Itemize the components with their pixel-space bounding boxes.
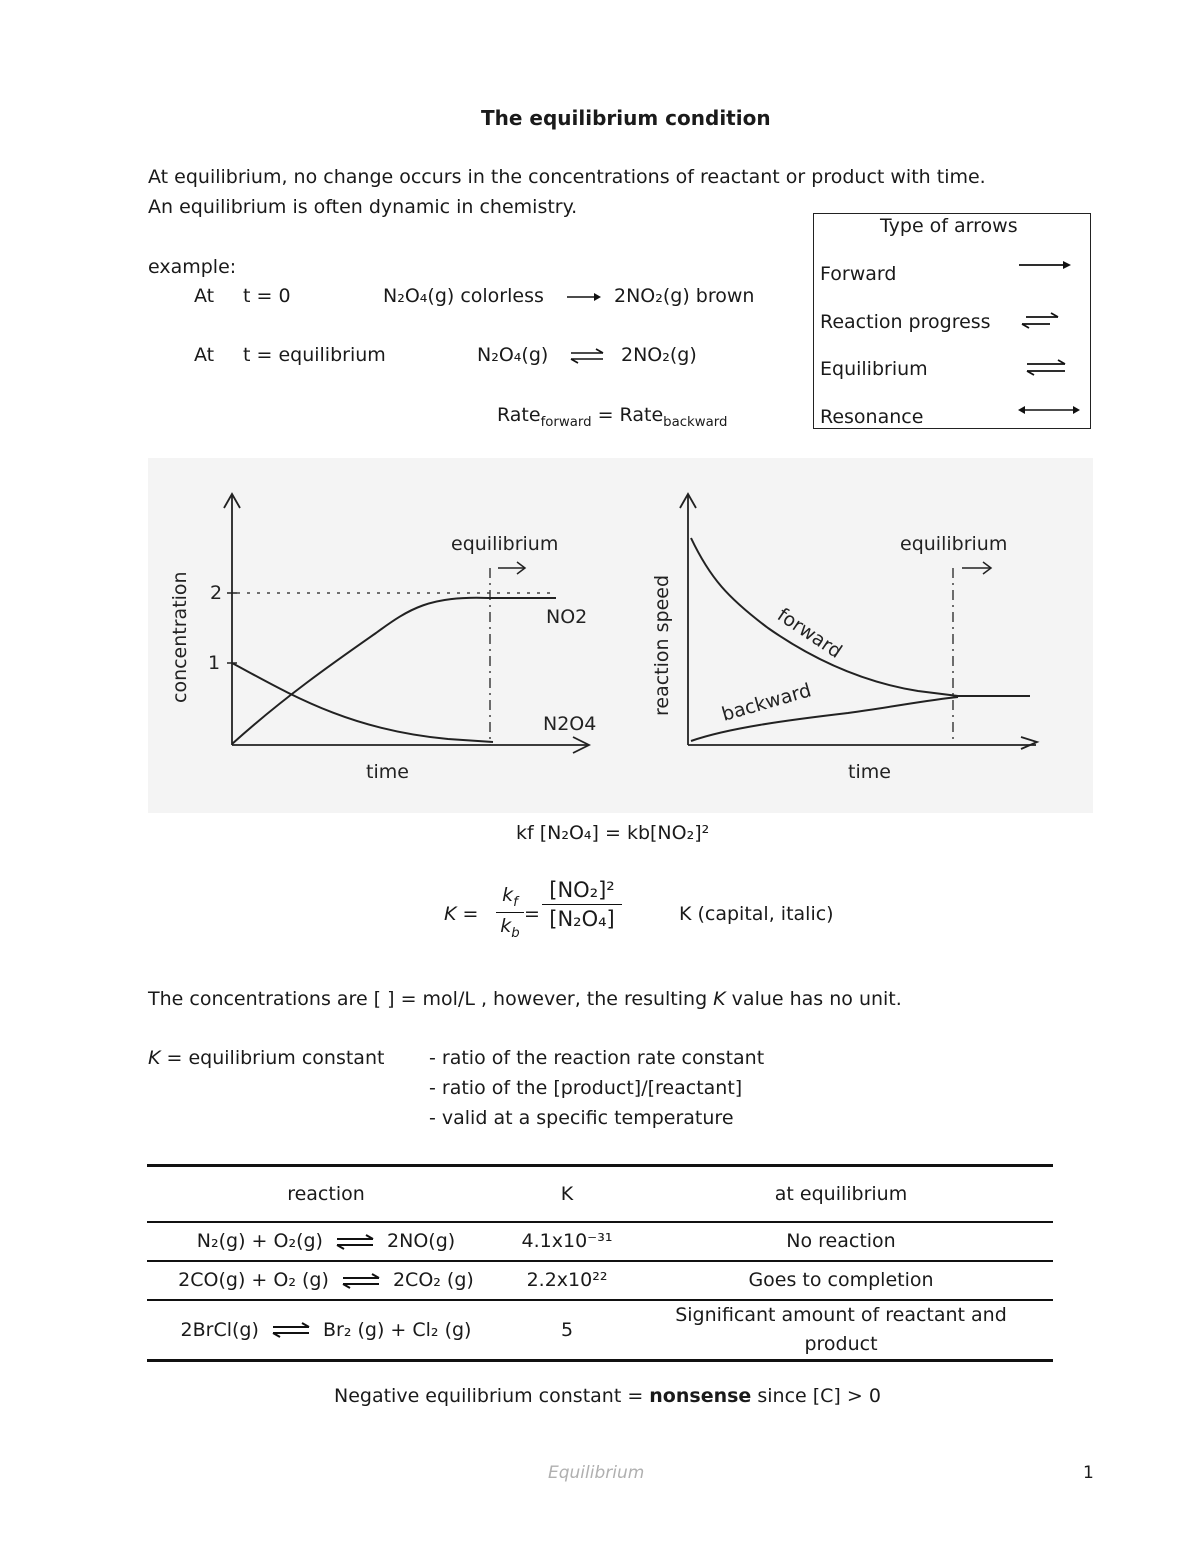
forward-arrow-icon <box>1018 258 1072 272</box>
result-cell: No reaction <box>786 1230 896 1252</box>
graphs-figure <box>148 458 1093 813</box>
kb-symbol: k <box>500 914 512 937</box>
closing-bold: nonsense <box>649 1385 752 1407</box>
reaction-speed-graph <box>651 494 1037 783</box>
table-row <box>147 1222 1053 1261</box>
forward-arrow-icon <box>566 290 602 304</box>
rate-backward-sub: backward <box>663 414 728 430</box>
left-series-n2o4-label: N2O4 <box>543 713 597 735</box>
concentration-fraction-bar <box>542 904 622 905</box>
right-y-label: reaction speed <box>651 574 673 716</box>
k-values-table <box>147 1164 1053 1362</box>
reaction-right: 2NO(g) <box>387 1230 456 1252</box>
rate-forward-sub: forward <box>540 414 592 430</box>
rate-equality <box>497 404 727 430</box>
equilibrium-arrow-icon <box>341 1273 381 1289</box>
closing-post: since [C] > 0 <box>751 1385 881 1407</box>
reaction-right: Br₂ (g) + Cl₂ (g) <box>322 1318 472 1341</box>
kf-sub: f <box>513 894 518 910</box>
right-series-backward-label: backward <box>719 679 814 726</box>
k-definition-point-2: - ratio of the [product]/[reactant] <box>429 1077 743 1099</box>
result-cell: Goes to completion <box>748 1269 934 1291</box>
left-y-label: concentration <box>169 571 191 703</box>
arrow-types-box <box>813 213 1091 429</box>
k-definition-rest: = equilibrium constant <box>160 1047 385 1069</box>
table-row <box>147 1300 1053 1361</box>
right-series-forward-label: forward <box>773 603 846 663</box>
forward-curve <box>691 538 1030 696</box>
numerator-no2: [NO₂]² <box>549 878 615 902</box>
right-x-label: time <box>848 761 891 783</box>
concentration-graph <box>169 494 596 783</box>
n2o4-curve <box>232 663 493 742</box>
units-note-pre: The concentrations are [ ] = mol/L , however, the resulting <box>148 988 714 1010</box>
left-tick-2-label: 2 <box>210 582 223 604</box>
reaction-left: 2BrCl(g) <box>180 1318 259 1341</box>
units-note-post: value has no unit. <box>725 988 902 1010</box>
left-equilibrium-label: equilibrium <box>451 533 559 555</box>
resonance-arrow-icon <box>1017 403 1081 417</box>
result-cell: Significant amount of reactant and product <box>675 1303 1007 1355</box>
kf-numerator <box>496 884 524 910</box>
units-note <box>148 988 902 1010</box>
example-row1-time: t = 0 <box>243 285 291 307</box>
left-series-no2-label: NO2 <box>546 606 588 628</box>
k-fraction-equals: = <box>524 903 540 925</box>
arrow-type-resonance: Resonance <box>820 406 924 428</box>
example-row2-reactant: N₂O₄(g) <box>477 344 549 366</box>
equilibrium-arrow-icon <box>569 348 605 364</box>
kb-denominator <box>496 915 524 941</box>
k-note: K (capital, italic) <box>679 903 834 925</box>
units-note-k: K <box>713 988 726 1010</box>
right-x-axis-arrow <box>1021 737 1037 749</box>
header-k: K <box>560 1182 574 1205</box>
reaction-left: 2CO(g) + O₂ (g) <box>178 1269 329 1291</box>
graphs-svg <box>148 458 1093 813</box>
kf-symbol: k <box>502 884 514 906</box>
example-row2-time: t = equilibrium <box>243 344 386 366</box>
reaction-cell <box>147 1261 505 1300</box>
k-definition-point-3: - valid at a specific temperature <box>429 1107 734 1129</box>
k-definition-k: K <box>148 1047 161 1069</box>
table-header-row <box>147 1166 1053 1222</box>
left-tick-1-label: 1 <box>208 652 221 674</box>
kf-kb-fraction <box>496 884 524 941</box>
footer-title: Equilibrium <box>548 1463 645 1483</box>
reaction-cell <box>147 1222 505 1261</box>
intro-line-2: An equilibrium is often dynamic in chemistry. <box>148 196 578 218</box>
k-equals: K = <box>444 903 479 925</box>
example-row1-reactant: N₂O₄(g) colorless <box>383 285 544 307</box>
table-row <box>147 1261 1053 1300</box>
equilibrium-arrow-icon <box>1025 359 1067 377</box>
kf-kb-bar <box>496 912 524 913</box>
rate-equals: = Rate <box>591 404 664 426</box>
equilibrium-arrow-icon <box>271 1322 311 1338</box>
equilibrium-arrow-icon <box>335 1234 375 1250</box>
example-row2-product: 2NO₂(g) <box>621 344 697 366</box>
k-cell: 2.2x10²² <box>526 1269 608 1291</box>
example-row2-at: At <box>194 344 215 366</box>
arrow-type-equilibrium: Equilibrium <box>820 358 928 380</box>
arrow-types-title: Type of arrows <box>880 215 1018 237</box>
example-label: example: <box>148 256 237 278</box>
example-row1-at: At <box>194 285 215 307</box>
reaction-right: 2CO₂ (g) <box>392 1269 474 1291</box>
kb-sub: b <box>511 925 520 941</box>
no2-curve <box>232 598 556 744</box>
closing-pre: Negative equilibrium constant = <box>334 1385 650 1407</box>
intro-line-1: At equilibrium, no change occurs in the concentrations of reactant or product with time. <box>148 166 986 188</box>
closing-note <box>334 1385 881 1407</box>
page-title: The equilibrium condition <box>481 106 771 130</box>
header-at-equilibrium: at equilibrium <box>774 1182 908 1205</box>
arrow-type-forward: Forward <box>820 263 897 285</box>
k-definition-point-1: - ratio of the reaction rate constant <box>429 1047 765 1069</box>
arrow-type-reaction-progress: Reaction progress <box>820 311 991 333</box>
left-x-label: time <box>366 761 409 783</box>
denominator-n2o4: [N₂O₄] <box>549 907 615 931</box>
rate-law: kf [N₂O₄] = kb[NO₂]² <box>516 822 710 844</box>
concentration-fraction <box>542 878 622 931</box>
rate-forward-label: Rate <box>497 404 541 426</box>
k-cell: 4.1x10⁻³¹ <box>521 1230 613 1252</box>
reaction-progress-arrow-icon <box>1020 312 1060 330</box>
k-definition-term <box>148 1047 384 1069</box>
page-number: 1 <box>1083 1463 1094 1483</box>
reaction-left: N₂(g) + O₂(g) <box>196 1230 323 1252</box>
k-cell: 5 <box>560 1318 574 1341</box>
example-row1-product: 2NO₂(g) brown <box>614 285 755 307</box>
header-reaction: reaction <box>287 1182 365 1205</box>
reaction-cell <box>147 1300 505 1361</box>
right-equilibrium-label: equilibrium <box>900 533 1008 555</box>
